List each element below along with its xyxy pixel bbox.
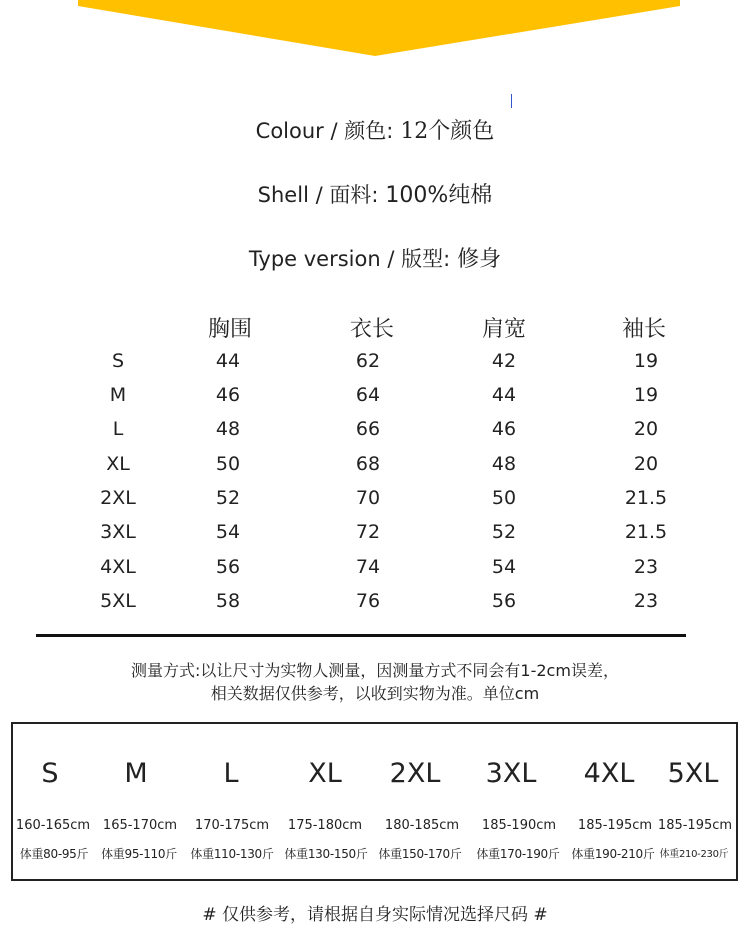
table-cell: 56 — [215, 556, 241, 578]
table-cell: 76 — [355, 590, 381, 612]
table-cell: 56 — [491, 590, 517, 612]
header-chest: 胸围 — [207, 317, 252, 342]
table-cell: 52 — [491, 521, 517, 543]
guide-height: 170-175cm — [194, 818, 270, 833]
table-size-cell: S — [111, 350, 125, 372]
type-label: Type version / 版型: — [248, 247, 451, 271]
guide-size: 5XL — [667, 758, 719, 789]
table-size-cell: L — [112, 418, 124, 440]
table-size-cell: XL — [106, 453, 130, 475]
table-cell: 46 — [491, 418, 517, 440]
guide-weight: 体重210-230斤 — [659, 849, 729, 860]
guide-height: 175-180cm — [287, 818, 363, 833]
size-guide-box — [11, 722, 738, 881]
guide-size: 4XL — [583, 758, 635, 789]
guide-size: 3XL — [485, 758, 537, 789]
yellow-banner-decoration — [0, 0, 750, 60]
shell-value: 100%纯棉 — [385, 183, 493, 208]
table-cell: 68 — [355, 453, 381, 475]
table-cell: 19 — [633, 350, 659, 372]
guide-weight: 体重110-130斤 — [190, 847, 274, 861]
footer-note: # 仅供参考，请根据自身实际情况选择尺码 # — [202, 905, 548, 925]
table-cell: 19 — [633, 384, 659, 406]
guide-weight: 体重190-210斤 — [571, 847, 655, 861]
table-cell: 23 — [633, 556, 659, 578]
table-cell: 74 — [355, 556, 381, 578]
table-cell: 20 — [633, 418, 659, 440]
colour-value: 12个颜色 — [400, 119, 495, 144]
table-cell: 62 — [355, 350, 381, 372]
table-cell: 64 — [355, 384, 381, 406]
guide-weight: 体重95-110斤 — [101, 847, 177, 861]
table-cell: 44 — [215, 350, 241, 372]
table-size-cell: 3XL — [100, 521, 136, 543]
table-size-cell: 4XL — [100, 556, 136, 578]
table-cell: 54 — [491, 556, 517, 578]
table-cell: 72 — [355, 521, 381, 543]
shell-spec — [0, 178, 750, 209]
guide-height: 185-195cm — [657, 818, 733, 833]
type-spec — [0, 242, 750, 273]
table-size-cell: 5XL — [100, 590, 136, 612]
guide-size: XL — [308, 758, 342, 789]
guide-height: 165-170cm — [102, 818, 178, 833]
guide-size: L — [223, 758, 239, 789]
table-cell: 52 — [215, 487, 241, 509]
table-cell: 21.5 — [624, 521, 668, 543]
table-cell: 54 — [215, 521, 241, 543]
guide-height: 180-185cm — [384, 818, 460, 833]
table-cell: 23 — [633, 590, 659, 612]
table-size-cell: 2XL — [100, 487, 136, 509]
guide-weight: 体重170-190斤 — [476, 847, 560, 861]
table-cell: 70 — [355, 487, 381, 509]
table-cell: 20 — [633, 453, 659, 475]
table-cell: 44 — [491, 384, 517, 406]
table-cell: 50 — [491, 487, 517, 509]
table-cell: 66 — [355, 418, 381, 440]
guide-height: 160-165cm — [15, 818, 91, 833]
table-cell: 42 — [491, 350, 517, 372]
colour-spec — [0, 114, 750, 145]
guide-size: M — [124, 758, 148, 789]
guide-weight: 体重150-170斤 — [378, 847, 462, 861]
guide-height: 185-190cm — [481, 818, 557, 833]
guide-size: 2XL — [389, 758, 441, 789]
table-size-cell: M — [109, 384, 127, 406]
table-cell: 48 — [215, 418, 241, 440]
measure-note-line2: 相关数据仅供参考，以收到实物为准。单位cm — [210, 684, 540, 703]
table-cell: 50 — [215, 453, 241, 475]
table-cell: 46 — [215, 384, 241, 406]
table-cell: 21.5 — [624, 487, 668, 509]
shell-label: Shell / 面料: — [257, 183, 379, 207]
guide-weight: 体重80-95斤 — [19, 847, 89, 861]
measure-note-line1: 测量方式:以让尺寸为实物人测量，因测量方式不同会有1-2cm误差， — [131, 661, 619, 680]
guide-size: S — [41, 758, 59, 789]
text-cursor-mark — [511, 94, 512, 108]
header-length: 衣长 — [349, 317, 394, 342]
header-sleeve: 袖长 — [621, 317, 666, 342]
table-cell: 48 — [491, 453, 517, 475]
table-divider — [36, 634, 686, 637]
colour-label: Colour / 颜色: — [255, 119, 394, 143]
table-cell: 58 — [215, 590, 241, 612]
guide-height: 185-195cm — [577, 818, 653, 833]
guide-weight: 体重130-150斤 — [284, 847, 368, 861]
type-value: 修身 — [457, 247, 502, 272]
header-shoulder: 肩宽 — [481, 317, 526, 342]
